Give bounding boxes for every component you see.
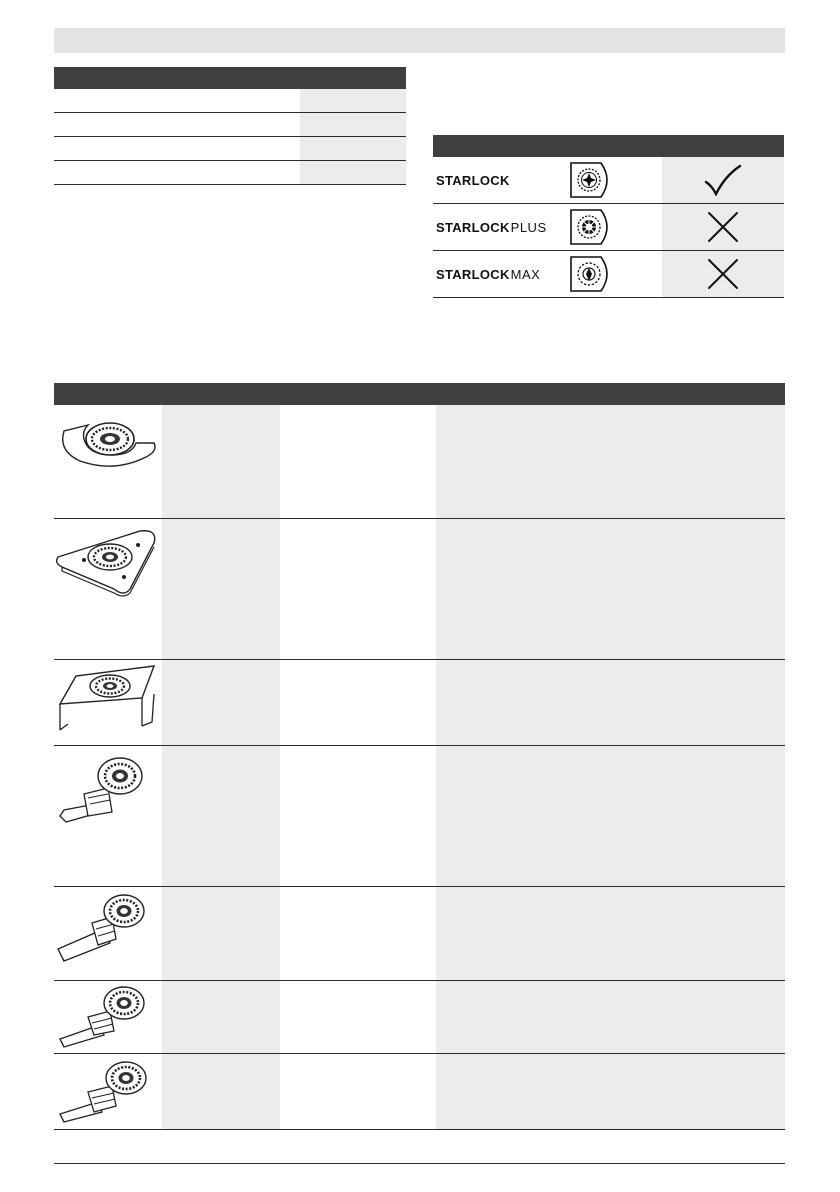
cell-shaded bbox=[162, 1054, 280, 1129]
cell bbox=[280, 660, 436, 745]
cell bbox=[280, 887, 436, 980]
row-value bbox=[300, 161, 406, 184]
starlock-logo: STARLOCK bbox=[436, 266, 510, 282]
table-row bbox=[54, 137, 406, 161]
compatibility-row-starlock bbox=[433, 157, 784, 204]
cell bbox=[280, 1054, 436, 1129]
technical-data-table bbox=[54, 67, 406, 185]
starlock-logo: STARLOCK bbox=[436, 172, 510, 188]
plunge-cut-blade-long-icon bbox=[54, 887, 162, 980]
logo-suffix: PLUS bbox=[510, 219, 547, 235]
starlock-max-interface-icon bbox=[569, 255, 662, 293]
row-label bbox=[54, 161, 300, 184]
cross-icon bbox=[662, 251, 784, 297]
table-row bbox=[54, 660, 785, 746]
scraper-attachment-icon bbox=[54, 660, 162, 745]
table-row bbox=[54, 113, 406, 137]
footer-rule bbox=[54, 1163, 785, 1164]
cell bbox=[280, 746, 436, 886]
row-label bbox=[54, 89, 300, 112]
brand-logo bbox=[433, 220, 569, 235]
cell-shaded bbox=[436, 405, 785, 518]
table-row bbox=[54, 746, 785, 887]
cell-shaded bbox=[436, 887, 785, 980]
page-header-band bbox=[54, 28, 785, 53]
cell-shaded bbox=[162, 887, 280, 980]
plunge-cut-blade-short-icon bbox=[54, 981, 162, 1053]
compatibility-header bbox=[433, 135, 784, 157]
row-value bbox=[300, 137, 406, 160]
cell-shaded bbox=[436, 660, 785, 745]
table-row bbox=[54, 1054, 785, 1130]
cell-shaded bbox=[436, 519, 785, 659]
table-row bbox=[54, 519, 785, 660]
interface-compatibility-table bbox=[433, 135, 784, 298]
cell bbox=[280, 519, 436, 659]
starlock-interface-icon bbox=[569, 161, 662, 199]
technical-data-header bbox=[54, 67, 406, 89]
plunge-cut-blade-wide-icon bbox=[54, 746, 162, 886]
cell-shaded bbox=[162, 405, 280, 518]
cross-icon bbox=[662, 204, 784, 250]
cell bbox=[280, 981, 436, 1053]
brand-logo bbox=[433, 173, 569, 188]
cell-shaded bbox=[162, 746, 280, 886]
compatibility-row-starlock-plus bbox=[433, 204, 784, 251]
accessories-header bbox=[54, 383, 785, 405]
row-value bbox=[300, 89, 406, 112]
segment-saw-blade-icon bbox=[54, 405, 162, 518]
cell bbox=[280, 405, 436, 518]
starlock-plus-interface-icon bbox=[569, 208, 662, 246]
table-row bbox=[54, 161, 406, 185]
delta-sanding-plate-icon bbox=[54, 519, 162, 659]
logo-suffix: MAX bbox=[510, 266, 541, 282]
cell-shaded bbox=[162, 981, 280, 1053]
row-value bbox=[300, 113, 406, 136]
starlock-logo: STARLOCK bbox=[436, 219, 510, 235]
cell-shaded bbox=[162, 660, 280, 745]
table-row bbox=[54, 887, 785, 981]
table-row bbox=[54, 405, 785, 519]
cell-shaded bbox=[436, 746, 785, 886]
accessories-table bbox=[54, 383, 785, 1130]
brand-logo bbox=[433, 267, 569, 282]
row-label bbox=[54, 137, 300, 160]
checkmark-icon bbox=[662, 157, 784, 203]
compatibility-row-starlock-max bbox=[433, 251, 784, 298]
row-label bbox=[54, 113, 300, 136]
cell-shaded bbox=[436, 1054, 785, 1129]
table-row bbox=[54, 981, 785, 1054]
cell-shaded bbox=[162, 519, 280, 659]
table-row bbox=[54, 89, 406, 113]
plunge-cut-blade-narrow-icon bbox=[54, 1054, 162, 1129]
cell-shaded bbox=[436, 981, 785, 1053]
